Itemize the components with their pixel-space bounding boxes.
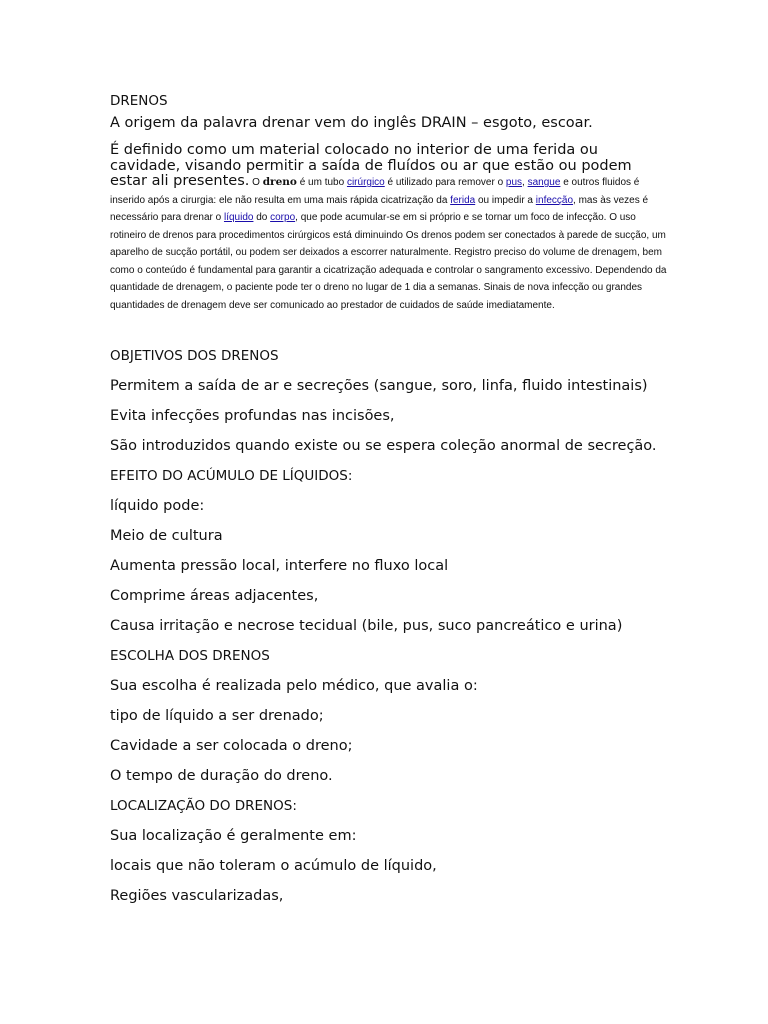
list-item: São introduzidos quando existe ou se espera coleção anormal de secreção. — [110, 438, 657, 454]
link-infeccao[interactable]: infecção — [535, 194, 574, 206]
link-cirurgico[interactable]: cirúrgico — [346, 177, 385, 188]
list-item: Evita infecções profundas nas incisões, — [110, 408, 395, 424]
list-item: Aumenta pressão local, interfere no fluxo local — [110, 558, 449, 574]
doc-title: DRENOS — [110, 93, 168, 109]
list-item: Sua localização é geralmente em: — [110, 828, 357, 844]
section-heading-objetivos: OBJETIVOS DOS DRENOS — [110, 348, 279, 364]
list-item: Cavidade a ser colocada o dreno; — [110, 738, 353, 754]
definition-paragraph — [110, 143, 670, 314]
section-heading-efeito: EFEITO DO ACÚMULO DE LÍQUIDOS: — [110, 468, 353, 484]
link-corpo[interactable]: corpo — [270, 212, 296, 223]
list-item: Regiões vascularizadas, — [110, 888, 284, 904]
intro-line: A origem da palavra drenar vem do inglês DRAIN – esgoto, escoar. — [110, 115, 593, 131]
link-ferida[interactable]: ferida — [450, 194, 476, 206]
section-heading-escolha: ESCOLHA DOS DRENOS — [110, 648, 270, 664]
document-page — [110, 92, 670, 905]
list-item: líquido pode: — [110, 498, 205, 514]
list-item: Permitem a saída de ar e secreções (sangue, soro, linfa, fluido intestinais) — [110, 378, 648, 394]
list-item: Sua escolha é realizada pelo médico, que avalia o: — [110, 678, 478, 694]
link-liquido[interactable]: líquido — [223, 212, 254, 223]
list-item: locais que não toleram o acúmulo de líquido, — [110, 858, 437, 874]
link-sangue[interactable]: sangue — [527, 177, 561, 188]
bold-term-dreno: dreno — [262, 176, 297, 188]
list-item: Meio de cultura — [110, 528, 223, 544]
definition-detail: O dreno é um tubo cirúrgico é utilizado para remover o pus, sangue e outros fluidos é inserido após a cirurgia: ele não resulta em uma mais rápida cicatrização da ferida ou impedir a infecção, mas às vezes é necessário para drenar o líquido do corpo, que pode acumular-se em si próprio e se tornar um foco de infecção. O uso rotineiro de drenos para procedimentos cirúrgicos está diminuindo Os drenos podem ser conectados à parede de sucção, um aparelho de sucção portátil, ou podem ser deixados a escorrer naturalmente. Registro preciso do volume de drenagem, bem como o conteúdo é fundamental para garantir a cicatrização adequada e controlar o sangramento excessivo. Dependendo da quantidade de drenagem, o paciente pode ter o dreno no lugar de 1 dia a semanas. Sinais de nova infecção ou grandes quantidades de drenagem deve ser comunicado ao prestador de cuidados de saúde imediatamente. — [110, 176, 667, 311]
section-heading-localizacao: LOCALIZAÇÃO DO DRENOS: — [110, 798, 297, 814]
definition-lead: É definido como um material colocado no interior de uma ferida ou cavidade, visando permitir a saída de fluídos ou ar que estão ou podem estar ali presentes. — [110, 142, 632, 189]
list-item: tipo de líquido a ser drenado; — [110, 708, 324, 724]
link-pus[interactable]: pus — [505, 177, 523, 188]
spacer — [110, 314, 670, 347]
list-item: Causa irritação e necrose tecidual (bile, pus, suco pancreático e urina) — [110, 618, 623, 634]
list-item: O tempo de duração do dreno. — [110, 768, 333, 784]
list-item: Comprime áreas adjacentes, — [110, 588, 319, 604]
